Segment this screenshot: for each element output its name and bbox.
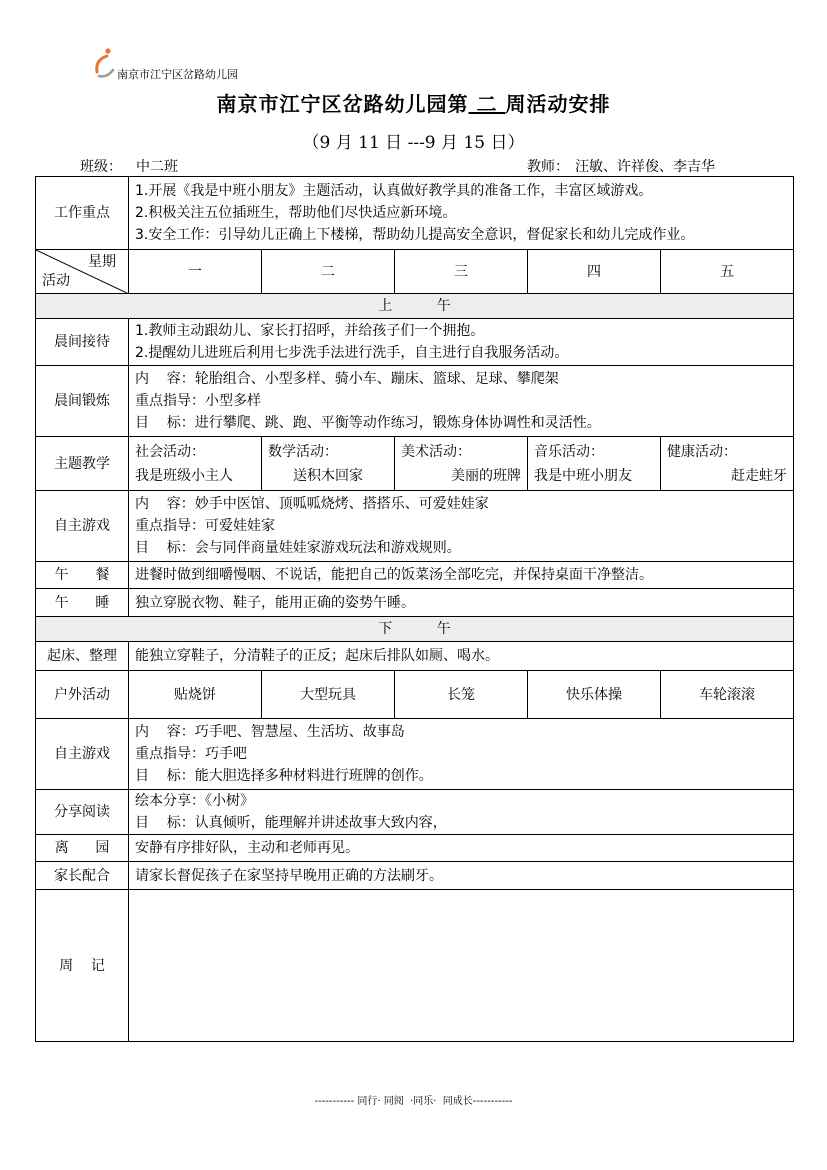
- work-focus-content: [129, 177, 794, 250]
- title-prefix: 南京市江宁区岔路幼儿园第: [216, 92, 469, 116]
- leave-school-row: [36, 835, 794, 862]
- outdoor-item-fri: 车轮滚滚: [661, 671, 794, 719]
- work-focus-line: 3.安全工作：引导幼儿正确上下楼梯，帮助幼儿提高安全意识，督促家长和幼儿完成作业。: [135, 227, 695, 243]
- theme-activity-name: 美丽的班牌: [451, 467, 521, 484]
- weekday-fri: 五: [661, 250, 794, 294]
- reception-line: 2.提醒幼儿进班后利用七步洗手法进行洗手，自主进行自我服务活动。: [135, 345, 569, 361]
- free-play-line: 目 标：会与同伴商量娃娃家游戏玩法和游戏规则。: [135, 540, 461, 556]
- logo-mark-icon: [93, 46, 119, 82]
- reception-line: 1.教师主动跟幼儿、家长打招呼，并给孩子们一个拥抱。: [135, 323, 485, 339]
- theme-category: 数学活动：: [268, 443, 338, 460]
- parent-cooperation-row: [36, 862, 794, 890]
- work-focus-row: [36, 177, 794, 250]
- afternoon-section-heading: 下 午: [36, 617, 794, 642]
- outdoor-item-mon: 贴烧饼: [129, 671, 262, 719]
- weekday-tue: 二: [262, 250, 395, 294]
- morning-exercise-row: [36, 366, 794, 437]
- parent-cooperation-content: 请家长督促孩子在家坚持早晚用正确的方法刷牙。: [129, 862, 794, 890]
- morning-free-play-content: [129, 491, 794, 562]
- free-play-line: 重点指导：巧手吧: [135, 746, 247, 762]
- theme-cell-thu: [528, 437, 661, 491]
- outdoor-activity-label: 户外活动: [36, 671, 129, 719]
- activity-axis-label: 活动: [42, 273, 70, 289]
- exercise-line: 内 容：轮胎组合、小型多样、骑小车、蹦床、篮球、足球、攀爬架: [135, 371, 559, 387]
- teacher-info: [527, 156, 719, 177]
- theme-category: 健康活动：: [667, 443, 737, 460]
- lunch-label: 午 餐: [36, 562, 129, 589]
- shared-reading-label: 分享阅读: [36, 790, 129, 835]
- class-label: 班级：: [80, 159, 122, 175]
- morning-exercise-content: [129, 366, 794, 437]
- theme-category: 美术活动：: [401, 443, 471, 460]
- theme-teaching-label: 主题教学: [36, 437, 129, 491]
- morning-reception-label: 晨间接待: [36, 319, 129, 366]
- theme-activity-name: 我是班级小主人: [135, 467, 233, 484]
- wakeup-label: 起床、整理: [36, 642, 129, 671]
- leave-school-label: 离 园: [36, 835, 129, 862]
- parent-cooperation-label: 家长配合: [36, 862, 129, 890]
- theme-activity-name: 我是中班小朋友: [534, 467, 632, 484]
- work-focus-label: 工作重点: [36, 177, 129, 250]
- work-focus-line: 1.开展《我是中班小朋友》主题活动，认真做好教学具的准备工作，丰富区域游戏。: [135, 183, 653, 199]
- leave-school-content: 安静有序排好队，主动和老师再见。: [129, 835, 794, 862]
- footer-motto: ----------- 同行· 同阅 ·同乐· 同成长-----------: [314, 1096, 513, 1107]
- morning-section-heading: 上 午: [36, 294, 794, 319]
- outdoor-item-wed: 长笼: [395, 671, 528, 719]
- lunch-row: [36, 562, 794, 589]
- weekly-notes-label: 周 记: [36, 890, 129, 1042]
- weekday-axis-label: 星期: [88, 254, 116, 270]
- nap-content: 独立穿脱衣物、鞋子，能用正确的姿势午睡。: [129, 589, 794, 617]
- wakeup-content: 能独立穿鞋子，分清鞋子的正反；起床后排队如厕、喝水。: [129, 642, 794, 671]
- weekday-thu: 四: [528, 250, 661, 294]
- work-focus-line: 2.积极关注五位插班生，帮助他们尽快适应新环境。: [135, 205, 457, 221]
- logo-text: 南京市江宁区岔路幼儿园: [117, 68, 238, 81]
- reading-line: 绘本分享：《小树》: [135, 793, 254, 809]
- class-value: 中二班: [124, 156, 211, 177]
- reading-line: 目 标：认真倾听，能理解并讲述故事大致内容，: [135, 815, 447, 831]
- weekly-notes-row: [36, 890, 794, 1042]
- theme-cell-tue: [262, 437, 395, 491]
- kindergarten-logo: [93, 46, 293, 82]
- date-range: （9 月 11 日 ---9 月 15 日）: [302, 133, 525, 153]
- morning-reception-row: [36, 319, 794, 366]
- theme-activity-name: 赶走蛀牙: [731, 467, 788, 484]
- theme-category: 社会活动：: [135, 443, 205, 460]
- weekly-notes-content: [129, 890, 794, 1042]
- afternoon-free-play-row: [36, 719, 794, 790]
- diagonal-header-cell: [36, 250, 129, 294]
- exercise-line: 目 标：进行攀爬、跳、跑、平衡等动作练习，锻炼身体协调性和灵活性。: [135, 415, 601, 431]
- free-play-line: 目 标：能大胆选择多种材料进行班牌的创作。: [135, 768, 433, 784]
- nap-label: 午 睡: [36, 589, 129, 617]
- weekday-wed: 三: [395, 250, 528, 294]
- teacher-value: 汪敏、许祥俊、李吉华: [571, 156, 719, 177]
- free-play-line: 重点指导：可爱娃娃家: [135, 518, 275, 534]
- title-week: 二: [476, 92, 498, 116]
- teacher-label: 教师：: [527, 159, 569, 175]
- theme-cell-wed: [395, 437, 528, 491]
- outdoor-item-tue: 大型玩具: [262, 671, 395, 719]
- lunch-content: 进餐时做到细嚼慢咽、不说话，能把自己的饭菜汤全部吃完，并保持桌面干净整洁。: [129, 562, 794, 589]
- afternoon-free-play-label: 自主游戏: [36, 719, 129, 790]
- morning-reception-content: [129, 319, 794, 366]
- theme-cell-fri: [661, 437, 794, 491]
- afternoon-free-play-content: [129, 719, 794, 790]
- free-play-line: 内 容：妙手中医馆、顶呱呱烧烤、搭搭乐、可爱娃娃家: [135, 496, 489, 512]
- morning-free-play-row: [36, 491, 794, 562]
- morning-exercise-label: 晨间锻炼: [36, 366, 129, 437]
- theme-activity-name: 送积木回家: [293, 467, 363, 484]
- shared-reading-row: [36, 790, 794, 835]
- morning-free-play-label: 自主游戏: [36, 491, 129, 562]
- title-suffix: 周活动安排: [505, 92, 611, 116]
- outdoor-activity-row: [36, 671, 794, 719]
- afternoon-section-row: [36, 617, 794, 642]
- outdoor-item-thu: 快乐体操: [528, 671, 661, 719]
- theme-teaching-row: [36, 437, 794, 491]
- wakeup-row: [36, 642, 794, 671]
- theme-cell-mon: [129, 437, 262, 491]
- weekly-schedule-table: [35, 176, 794, 1042]
- weekday-mon: 一: [129, 250, 262, 294]
- page-title: [0, 88, 827, 117]
- nap-row: [36, 589, 794, 617]
- class-info: [80, 156, 211, 177]
- weekday-header-row: [36, 250, 794, 294]
- theme-category: 音乐活动：: [534, 443, 604, 460]
- morning-section-row: [36, 294, 794, 319]
- free-play-line: 内 容：巧手吧、智慧屋、生活坊、故事岛: [135, 724, 405, 740]
- shared-reading-content: [129, 790, 794, 835]
- exercise-line: 重点指导：小型多样: [135, 393, 261, 409]
